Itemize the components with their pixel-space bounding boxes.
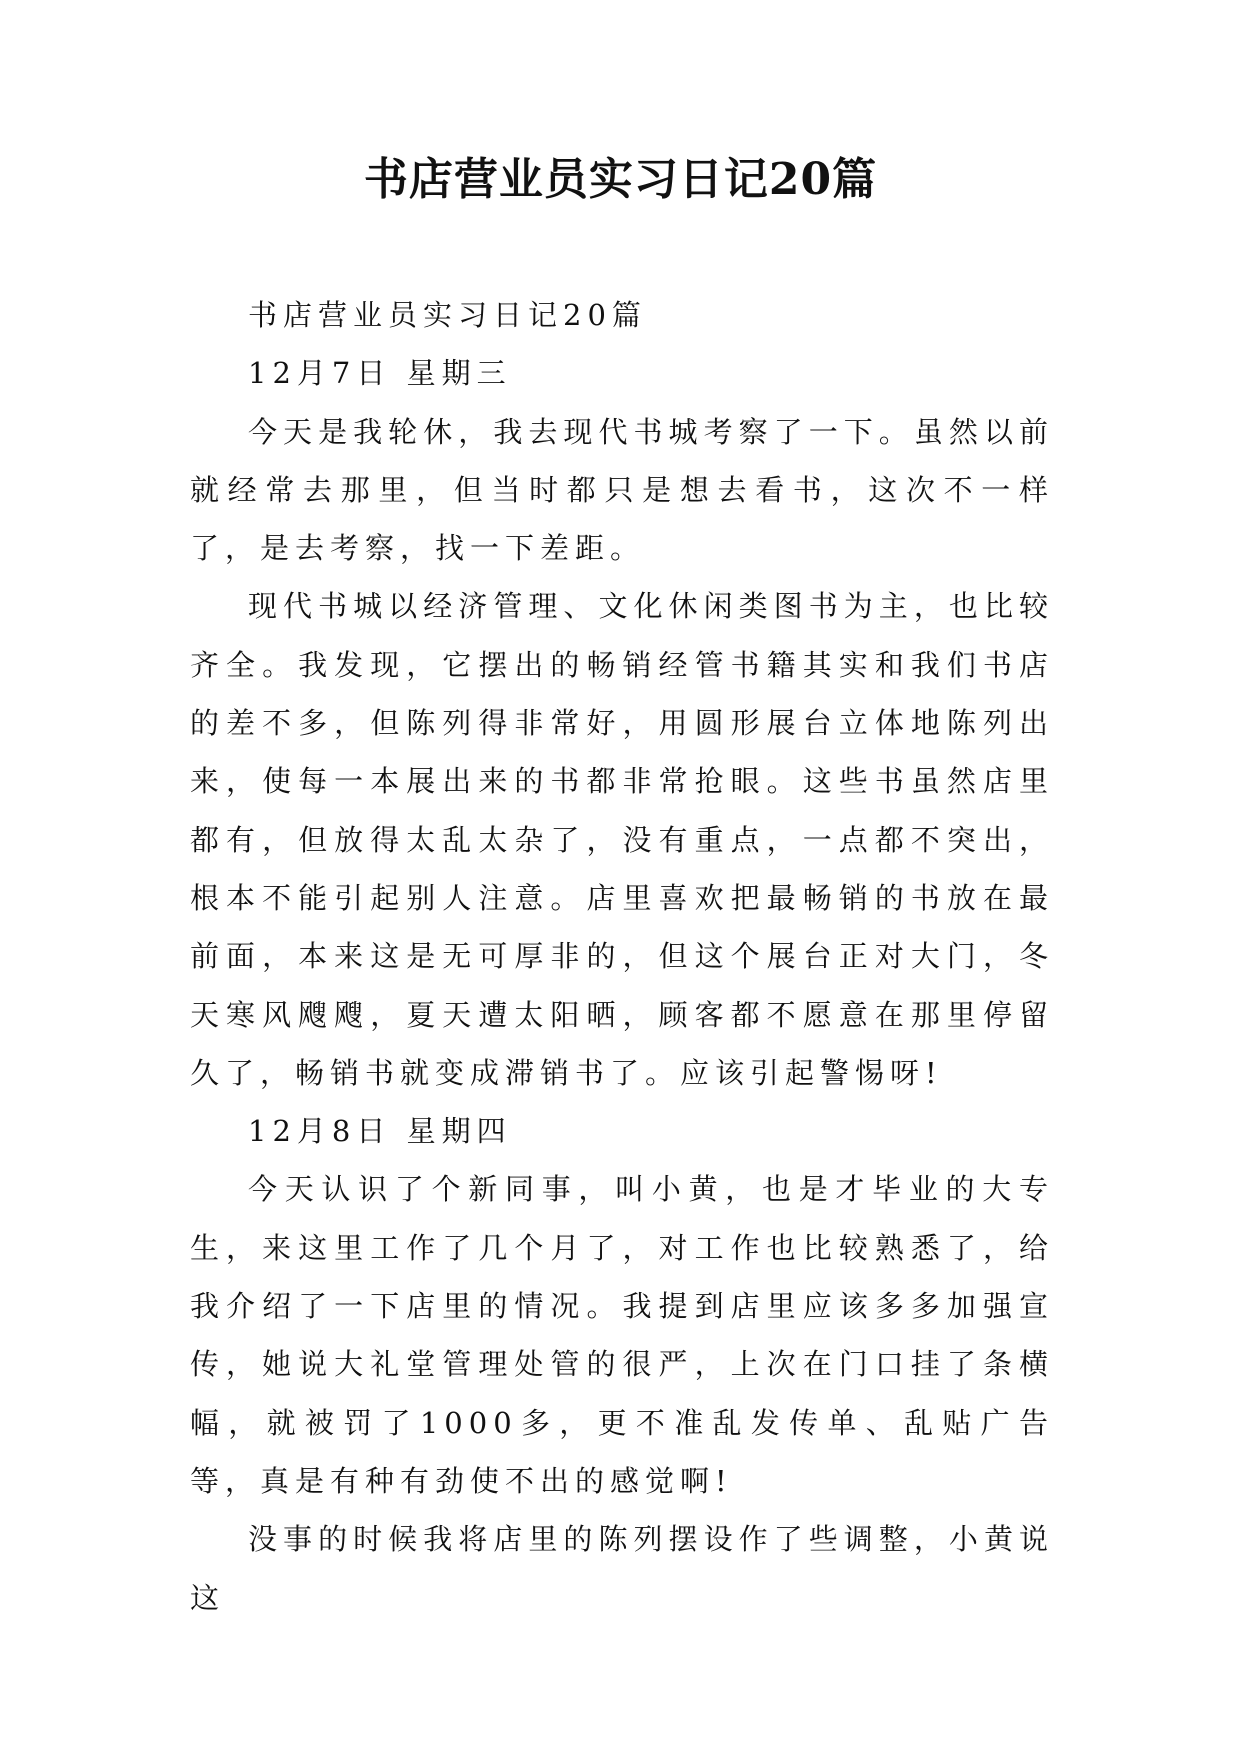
paragraph-body: 没事的时候我将店里的陈列摆设作了些调整，小黄说这: [190, 1522, 1054, 1615]
document-title: 书店营业员实习日记20篇: [363, 154, 878, 205]
document-body: [190, 286, 1054, 1627]
paragraph-body: 现代书城以经济管理、文化休闲类图书为主，也比较齐全。我发现，它摆出的畅销经管书籍其实和我们书店的差不多，但陈列得非常好，用圆形展台立体地陈列出来，使每一本展出来的书都非常抢眼。这些书虽然店里都有，但放得太乱太杂了，没有重点，一点都不突出，根本不能引起别人注意。店里喜欢把最畅销的书放在最前面，本来这是无可厚非的，但这个展台正对大门，冬天寒风飕飕，夏天遭太阳晒，顾客都不愿意在那里停留久了，畅销书就变成滞销书了。应该引起警惕呀!: [190, 589, 1054, 1090]
paragraph-body: 今天认识了个新同事，叫小黄，也是才毕业的大专生，来这里工作了几个月了，对工作也比较熟悉了，给我介绍了一下店里的情况。我提到店里应该多多加强宣传，她说大礼堂管理处管的很严，上次在门口挂了条横幅，就被罚了1000多，更不准乱发传单、乱贴广告等，真是有种有劲使不出的感觉啊!: [190, 1172, 1054, 1498]
paragraph-body: 今天是我轮休，我去现代书城考察了一下。虽然以前就经常去那里，但当时都只是想去看书，这次不一样了，是去考察，找一下差距。: [190, 414, 1054, 566]
paragraph-date-dec-8: 12月8日 星期四: [248, 1114, 512, 1149]
paragraph-subtitle: 书店营业员实习日记20篇: [248, 298, 647, 332]
paragraph-date-dec-7: 12月7日 星期三: [248, 356, 512, 391]
